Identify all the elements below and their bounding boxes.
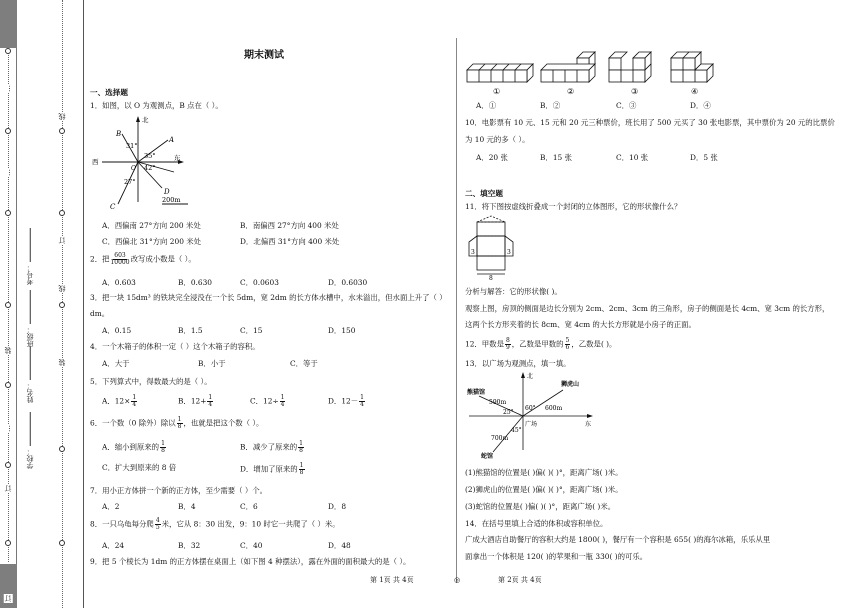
plaza-direction-figure [465, 370, 597, 460]
question-11-answer[interactable]: 分析与解答：它的形状像( )。 [465, 287, 562, 296]
question-14-line2[interactable]: 面拿出一个体积是 120( )的苹果和一瓶 330( )的可乐。 [465, 552, 648, 561]
question-7: 7．用小正方体拼一个新的正方体，至少需要（ ）个。 [90, 486, 268, 495]
section-heading: 二、填空题 [465, 189, 503, 198]
binding-strip [0, 0, 84, 608]
option-d[interactable]: D．5 张 [690, 153, 718, 162]
binding-gray-block-top [0, 0, 17, 48]
binding-hole-circle [5, 128, 11, 134]
option-c[interactable]: C．10 张 [616, 153, 649, 162]
svg-text:35°: 35° [144, 152, 156, 160]
svg-text:45°: 45° [511, 427, 522, 434]
binding-hole-circle [5, 302, 11, 308]
svg-text:①: ① [493, 87, 501, 96]
option-a[interactable]: A．① [476, 101, 497, 110]
svg-text:②: ② [567, 87, 575, 96]
inner-binding-label: 线 [58, 285, 66, 292]
option-b[interactable]: B．小于 [198, 359, 226, 368]
option-a[interactable]: A．0.15 [102, 326, 132, 335]
binding-label: … [4, 425, 12, 432]
svg-text:3: 3 [471, 249, 475, 256]
question-12: 12．甲数是 $\frac{8}{9}$ ，乙数是甲数的 $\frac{5}{6}$ ，乙数是( )。 [465, 337, 617, 351]
option-a[interactable]: A．24 [102, 541, 125, 550]
exam-no-field[interactable]: 考号： [26, 228, 35, 285]
svg-text:C: C [110, 203, 116, 211]
question-11: 11．将下图按虚线折叠成一个封闭的立体图形，它的形状像什么？ [465, 202, 682, 211]
option-d[interactable]: D．0.6030 [328, 278, 368, 287]
binding-fields-column [17, 0, 47, 608]
page-number-left: 第 1页 共 4页 [370, 576, 414, 584]
binding-label: … [4, 85, 12, 92]
option-d[interactable]: D．8 [328, 502, 347, 511]
option-b[interactable]: B．南偏西 27°方向 400 米处 [240, 221, 339, 230]
inner-binding-label: 订 [58, 237, 66, 244]
question-13: 13．以广场为观测点，填一填。 [465, 359, 571, 368]
svg-text:④: ④ [691, 87, 699, 96]
binding-label: 订 [4, 485, 12, 492]
option-b[interactable]: B．4 [178, 502, 196, 511]
inner-hole-circle [59, 540, 65, 546]
option-d[interactable]: D．48 [328, 541, 351, 550]
option-a[interactable]: A．0.603 [102, 278, 136, 287]
option-b[interactable]: B．32 [178, 541, 201, 550]
binding-hole-circle [5, 210, 11, 216]
svg-text:42°: 42° [144, 164, 156, 172]
option-c[interactable]: C．③ [616, 101, 637, 110]
option-c[interactable]: C．40 [240, 541, 263, 550]
svg-text:西: 西 [92, 158, 99, 166]
binding-label: 装 [4, 347, 12, 354]
class-field[interactable]: 班级： [26, 290, 35, 347]
question-10: 10．电影票有 10 元、15 元和 20 元三种票价，班长用了 500 元买了 30 张电影票，其中票价为 20 元的比票价 [465, 118, 835, 127]
question-13-part2[interactable]: (2)狮虎山的位置是( )偏( )( )°，距离广场( )米。 [465, 485, 623, 494]
option-d[interactable]: D．150 [328, 326, 356, 335]
question-10-cont: 为 10 元的多（ ）。 [465, 135, 530, 144]
binding-hole-circle [5, 382, 11, 388]
question-14: 14．在括号里填上合适的体积或容积单位。 [465, 519, 608, 528]
inner-hole-circle [59, 302, 65, 308]
question-11-analysis: 观察上图，房顶的侧面是边长分别为 2cm、2cm、3cm 的三角形，房子的侧面是长 4cm、宽 3cm 的长方形， [465, 304, 830, 313]
binding-hole-circle [5, 462, 11, 468]
option-d[interactable]: D．12－ $\frac{1}{4}$ [328, 394, 364, 408]
inner-binding-label: 线 [58, 113, 66, 120]
option-a[interactable]: A．大于 [102, 359, 130, 368]
svg-text:25°: 25° [503, 409, 514, 416]
question-3: 3．把一块 15dm³ 的铁块完全浸没在一个长 5dm，宽 2dm 的长方体水槽中，水未溢出，但水面上升了（ ） [90, 293, 447, 302]
svg-text:8: 8 [489, 275, 493, 280]
question-13-part1[interactable]: (1)熊猫馆的位置是( )偏( )( )°，距离广场( )米。 [465, 468, 623, 477]
svg-text:60°: 60° [525, 405, 536, 412]
option-c[interactable]: C．0.0603 [240, 278, 279, 287]
option-b[interactable]: B．② [540, 101, 561, 110]
question-4: 4．一个木箱子的体积一定（ ）这个木箱子的容积。 [90, 342, 260, 351]
binding-outer-column [0, 0, 17, 608]
inner-hole-circle [59, 128, 65, 134]
compass-figure [90, 112, 200, 212]
question-8: 8．一只乌龟每分爬 $\frac{4}{5}$ 米，它从 8：30 出发，9：10 时它一共爬了（ ）米。 [90, 517, 340, 531]
option-b[interactable]: B．0.630 [178, 278, 212, 287]
option-c[interactable]: C．6 [240, 502, 258, 511]
svg-text:700m: 700m [491, 435, 509, 442]
page-title: 期末测试 [244, 50, 284, 61]
cube-arrangements-figure [463, 44, 723, 96]
binding-hole-circle [5, 540, 11, 546]
question-2: 2．把 $\frac{603}{10000}$ 改写成小数是（ ）。 [90, 252, 196, 266]
inner-hole-circle [59, 446, 65, 452]
option-b[interactable]: B．减少了原来的 $\frac{1}{8}$ [240, 440, 303, 454]
option-a[interactable]: A．西偏南 27°方向 200 米处 [102, 221, 201, 230]
option-c[interactable]: C．15 [240, 326, 263, 335]
question-6: 6．一个数（0 除外）除以 $\frac{1}{8}$ ，也就是把这个数（ ）。 [90, 416, 264, 430]
svg-text:北: 北 [142, 116, 149, 124]
question-1: 1．如图，以 O 为观测点，B 点在（ ）。 [90, 101, 223, 110]
svg-text:A: A [169, 136, 175, 144]
inner-binding-label: 装 [58, 359, 66, 366]
option-d[interactable]: D．北偏西 31°方向 400 米处 [240, 237, 340, 246]
footer-divider-mark: ◎ [454, 576, 461, 584]
option-c[interactable]: C．西偏北 31°方向 200 米处 [102, 237, 202, 246]
section-heading: 一、选择题 [90, 88, 128, 97]
svg-text:600m: 600m [545, 405, 563, 412]
svg-text:590m: 590m [489, 399, 507, 406]
svg-text:北: 北 [527, 373, 534, 380]
question-14-line1[interactable]: 广成大酒店自助餐厅的容积大约是 1800( )，餐厅有一个容积是 655( )的海尔冰箱，乐乐从里 [465, 535, 771, 544]
fraction: $\frac{603}{10000}$ [110, 252, 130, 266]
option-a[interactable]: A．20 张 [476, 153, 508, 162]
question-3-cont: dm。 [90, 309, 110, 318]
column-divider [456, 38, 457, 583]
option-a[interactable]: A．2 [102, 502, 120, 511]
option-c[interactable]: C．扩大到原来的 8 倍 [102, 463, 177, 472]
svg-text:狮虎山: 狮虎山 [561, 381, 580, 388]
svg-text:31°: 31° [126, 142, 138, 150]
svg-text:东: 东 [585, 421, 592, 428]
svg-text:O: O [131, 165, 136, 172]
binding-hole-circle [5, 48, 11, 54]
svg-text:27°: 27° [124, 178, 136, 186]
inner-hole-circle [59, 210, 65, 216]
option-a[interactable]: A．12× $\frac{1}{4}$ [102, 394, 137, 408]
house-net-figure [465, 214, 525, 280]
question-13-part3[interactable]: (3)蛇馆的位置是( )偏( )( )°，距离广场( )米。 [465, 502, 616, 511]
page-number-right: 第 2页 共 4页 [498, 576, 542, 584]
option-a[interactable]: A．缩小到原来的 $\frac{1}{8}$ [102, 440, 165, 454]
option-c[interactable]: C．等于 [290, 359, 318, 368]
option-d[interactable]: D．增加了原来的 $\frac{1}{8}$ [240, 462, 304, 476]
svg-text:蛇馆: 蛇馆 [481, 453, 494, 460]
svg-text:③: ③ [631, 87, 639, 96]
svg-text:200m: 200m [162, 196, 181, 204]
svg-text:广场: 广场 [525, 421, 538, 428]
question-9: 9．把 5 个棱长为 1dm 的正方体摆在桌面上（如下图 4 种摆法），露在外面的面积最大的是（ ）。 [90, 557, 411, 566]
option-c[interactable]: C．12÷ $\frac{1}{4}$ [250, 394, 285, 408]
option-d[interactable]: D．④ [690, 101, 711, 110]
option-b[interactable]: B．1.5 [178, 326, 203, 335]
binding-label: … [4, 169, 12, 176]
question-5: 5．下列算式中，得数最大的是（ ）。 [90, 377, 212, 386]
svg-text:B: B [116, 130, 122, 138]
school-field[interactable]: 学校： [26, 412, 35, 469]
svg-text:D: D [164, 188, 170, 196]
option-b[interactable]: B．15 张 [540, 153, 572, 162]
svg-text:3: 3 [507, 249, 511, 256]
option-b[interactable]: B．12+ $\frac{1}{4}$ [178, 394, 213, 408]
binding-label: 订 [4, 595, 12, 602]
name-field[interactable]: 姓名： [26, 346, 35, 403]
svg-text:熊猫馆: 熊猫馆 [467, 389, 486, 396]
question-11-analysis-cont: 这两个长方形夹着的长 8cm、宽 4cm 的大长方形就是小房子的正面。 [465, 320, 696, 329]
svg-text:东: 东 [174, 154, 181, 162]
